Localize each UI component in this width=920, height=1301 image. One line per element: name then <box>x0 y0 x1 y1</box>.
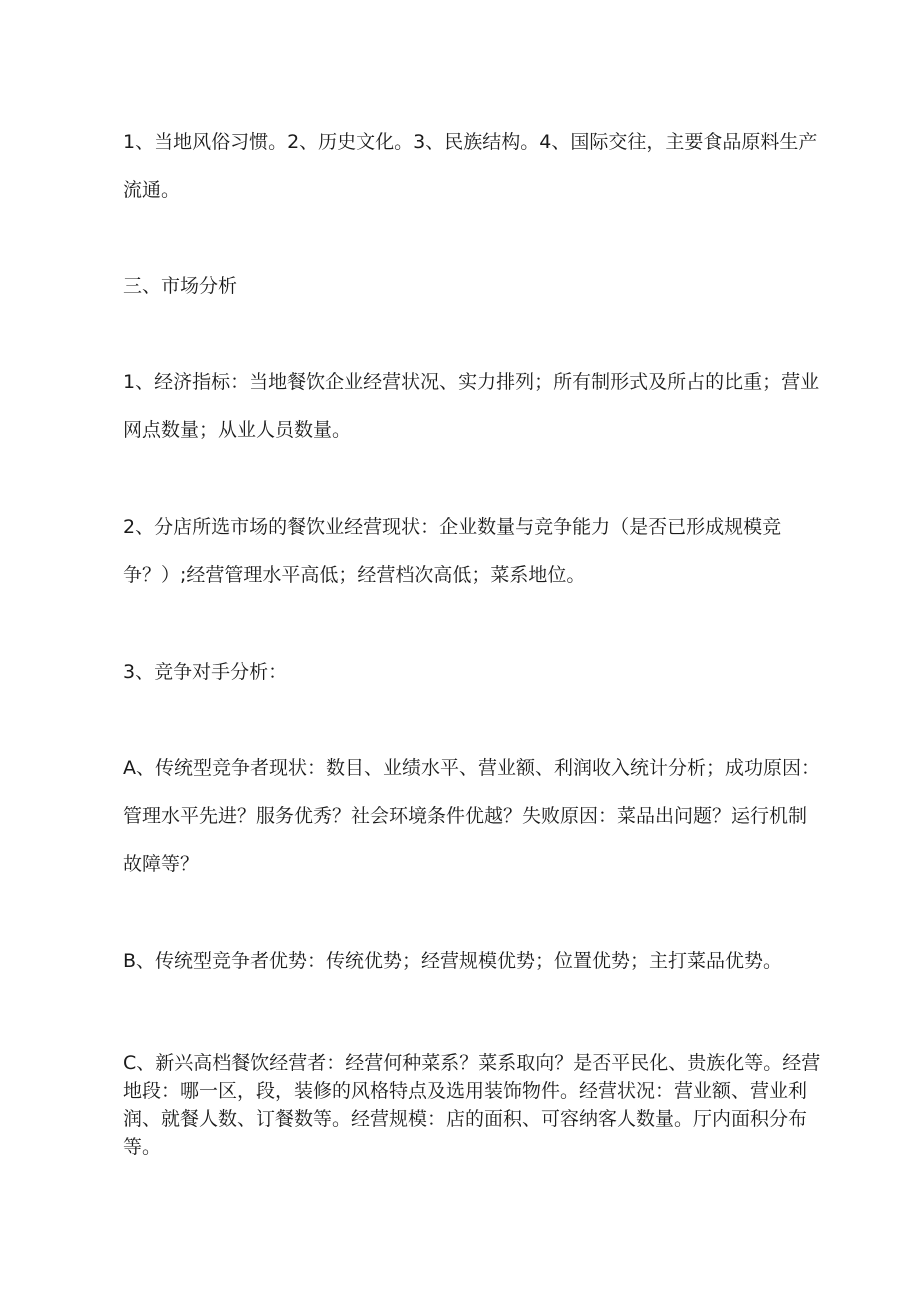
paragraph-traditional-competitor-advantages: B、传统型竞争者优势：传统优势；经营规模优势；位置优势；主打菜品优势。 <box>123 950 783 972</box>
paragraph-culture-factors: 1、当地风俗习惯。2、历史文化。3、民族结构。4、国际交往，主要食品原料生产流通。 <box>123 131 818 201</box>
paragraph-competitor-analysis-heading: 3、竞争对手分析： <box>123 661 288 683</box>
paragraph-traditional-competitor-status: A、传统型竞争者现状：数目、业绩水平、营业额、利润收入统计分析；成功原因：管理水平先进？服务优秀？社会环境条件优越？失败原因：菜品出问题？运行机制故障等？ <box>123 757 820 875</box>
section-heading-market-analysis: 三、市场分析 <box>123 275 238 297</box>
paragraph-new-upscale-competitors: C、新兴高档餐饮经营者：经营何种菜系？菜系取向？是否平民化、贵族化等。经营地段：哪一区，段，装修的风格特点及选用装饰物件。经营状况：营业额、营业利润、就餐人数、订餐数等。经营规模：店的面积、可容纳客人数量。厅内面积分布等。 <box>123 1052 821 1158</box>
paragraph-market-status: 2、分店所选市场的餐饮业经营现状：企业数量与竞争能力（是否已形成规模竞争？）;经营管理水平高低；经营档次高低；菜系地位。 <box>123 516 782 586</box>
paragraph-economic-indicators: 1、经济指标：当地餐饮企业经营状况、实力排列；所有制形式及所占的比重；营业网点数量；从业人员数量。 <box>123 371 820 441</box>
